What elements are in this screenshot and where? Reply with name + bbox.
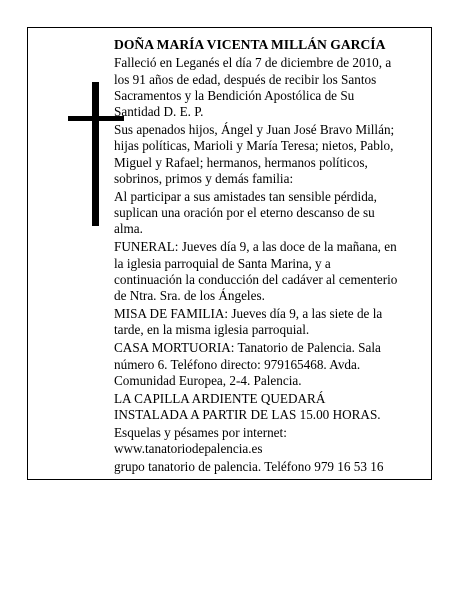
chapel-info: LA CAPILLA ARDIENTE QUEDARÁ INSTALADA A PARTIR DE LAS 15.00 HORAS.: [114, 390, 381, 423]
internet-condolences: Esquelas y pésames por internet: www.tanatoriodepalencia.es: [114, 424, 287, 457]
deceased-name: DOÑA MARÍA VICENTA MILLÁN GARCÍA: [114, 37, 386, 52]
cross-vertical-bar: [92, 82, 99, 226]
notice-text: [114, 37, 401, 477]
family-mass-info: MISA DE FAMILIA: Jueves día 9, a las siete de la tarde, en la misma iglesia parroquial.: [114, 306, 383, 338]
death-announcement: Falleció en Leganés el día 7 de diciembre de 2010, a los 91 años de edad, después de recibir los Santos Sacramentos y la Bendición Apostólica de Su Santidad D. E. P.: [114, 55, 392, 120]
family-list: Sus apenados hijos, Ángel y Juan José Bravo Millán; hijas políticas, Marioli y María Teresa; nietos, Pablo, Miguel y Rafael; hermanos, hermanos políticos, sobrinos, primos y demás familia:: [114, 122, 395, 186]
funeral-info: FUNERAL: Jueves día 9, a las doce de la mañana, en la iglesia parroquial de Santa Marina, y a continuación la conducción del cadáver al cementerio de Ntra. Sra. de los Ángeles.: [114, 239, 398, 304]
prayer-request: Al participar a sus amistades tan sensible pérdida, suplican una oración por el eterno descanso de su alma.: [114, 188, 377, 237]
funeral-group-phone: grupo tanatorio de palencia. Teléfono 979 16 53 16: [114, 459, 384, 475]
funeral-home-info: CASA MORTUORIA: Tanatorio de Palencia. Sala número 6. Teléfono directo: 979165468. Avda. Comunidad Europea, 2-4. Palencia.: [114, 340, 381, 388]
